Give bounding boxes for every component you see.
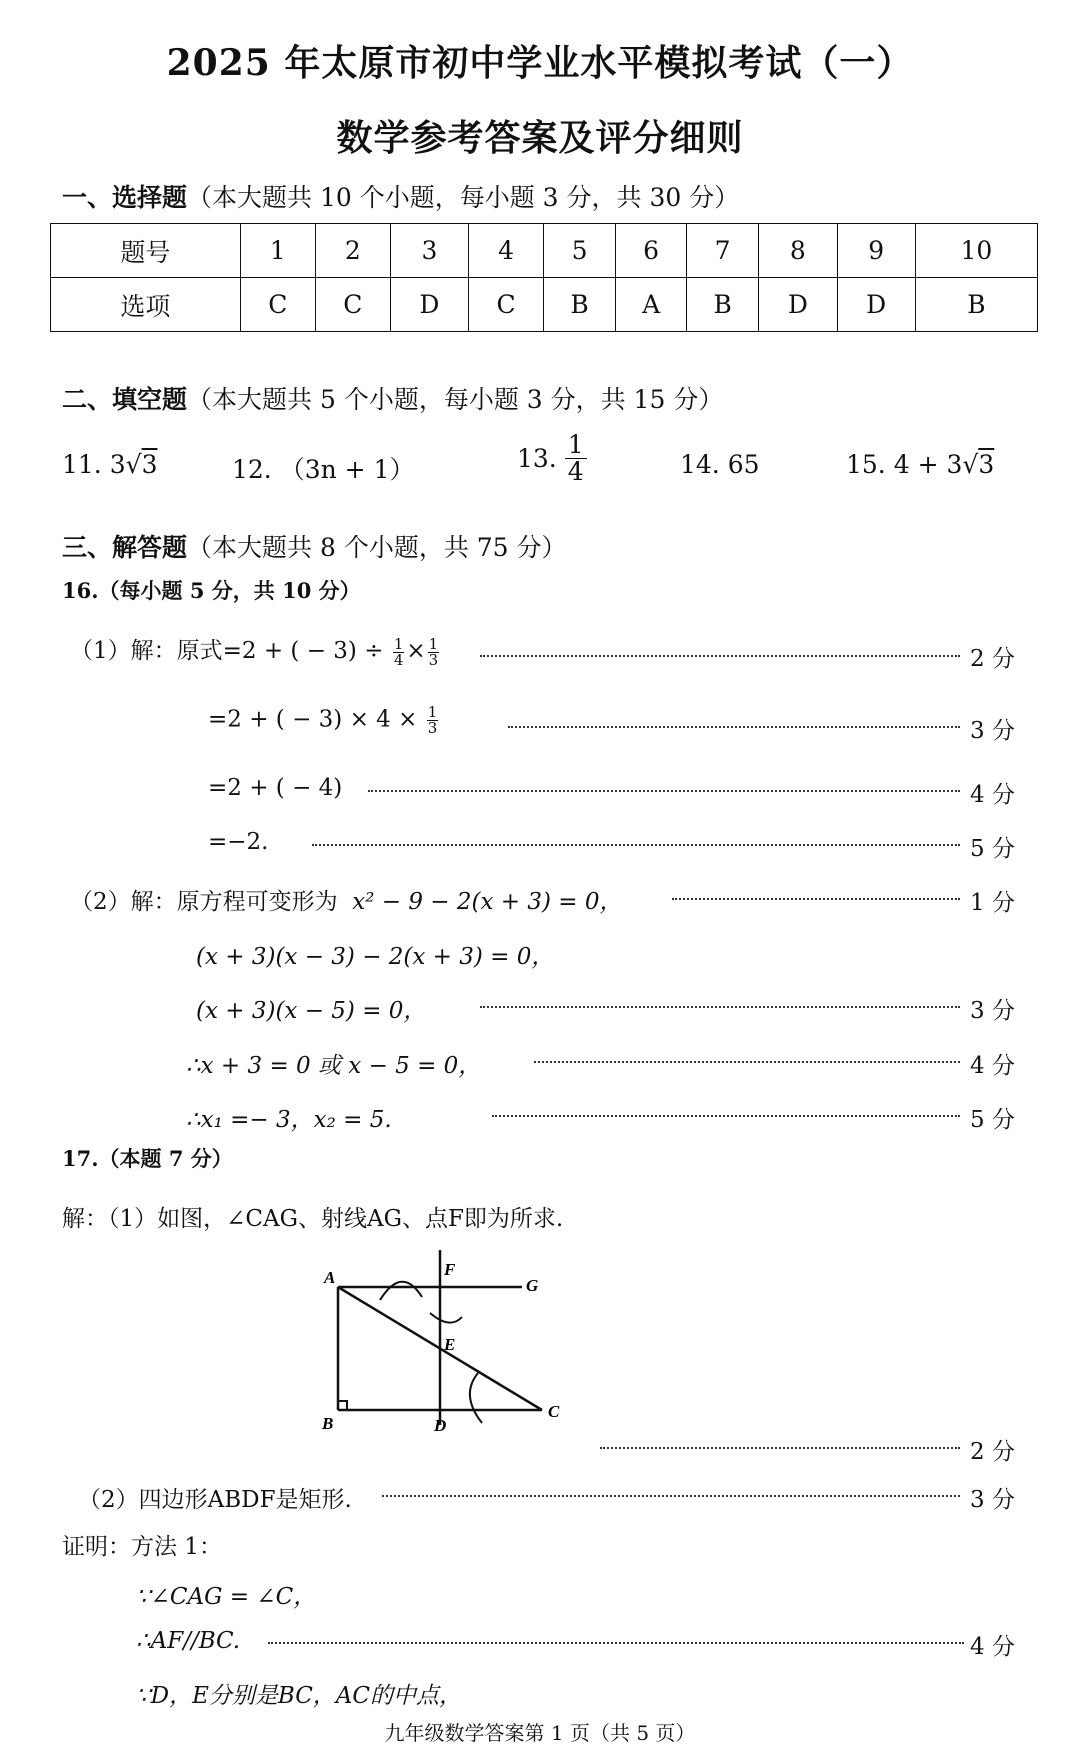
table-cell: B [544, 278, 616, 332]
table-cell: D [837, 278, 915, 332]
q16-heading: 16.（每小题 5 分，共 10 分） [62, 578, 361, 603]
table-cell: D [759, 278, 837, 332]
q16-2-line3: (x + 3)(x − 5) = 0， [196, 998, 427, 1024]
table-cell: 6 [616, 224, 687, 278]
score-label: 1 分 [970, 890, 1015, 916]
table-cell: C [469, 278, 544, 332]
score-label: 3 分 [970, 1487, 1015, 1513]
section2-heading: 二、填空题（本大题共 5 个小题，每小题 3 分，共 15 分） [62, 385, 724, 414]
section1-heading: 一、选择题（本大题共 10 个小题，每小题 3 分，共 30 分） [62, 183, 740, 212]
q16-2-line1: （2）解：原方程可变形为 x² − 9 − 2(x + 3) = 0， [70, 889, 623, 915]
table-cell: 5 [544, 224, 616, 278]
answer-14: 14. 65 [680, 450, 760, 479]
dot-leader [382, 1495, 960, 1497]
page-subtitle: 数学参考答案及评分细则 [336, 117, 744, 159]
dot-leader [312, 844, 960, 846]
dot-leader [672, 898, 960, 900]
table-cell: A [616, 278, 687, 332]
point-label-e: E [444, 1335, 456, 1354]
q16-1-line2: =2 + ( − 3) × 4 × $\frac{1}{3}$ [208, 703, 438, 737]
table-cell: 4 [469, 224, 544, 278]
section3-note: （本大题共 8 个小题，共 75 分） [187, 533, 567, 562]
table-cell: 8 [759, 224, 837, 278]
proof-line-3: ∵D，E分别是BC，AC的中点， [136, 1683, 462, 1709]
score-label: 4 分 [970, 782, 1015, 808]
table-row-questions [51, 224, 1038, 278]
answer-11: 11. 3√3 [62, 450, 158, 479]
table-cell: D [390, 278, 468, 332]
table-cell: C [240, 278, 315, 332]
section2-note: （本大题共 5 个小题，每小题 3 分，共 15 分） [187, 385, 724, 414]
table-cell: 10 [915, 224, 1037, 278]
construction-arc [430, 1313, 462, 1323]
point-label-f: F [444, 1260, 456, 1279]
construction-arc [470, 1373, 482, 1423]
proof-line-1: ∵∠CAG = ∠C， [136, 1584, 317, 1610]
construction-arc [380, 1282, 422, 1300]
dot-leader [480, 1006, 960, 1008]
q17-part1: 解：（1）如图，∠CAG、射线AG、点F即为所求. [62, 1206, 564, 1232]
table-cell: 1 [240, 224, 315, 278]
point-label-d: D [434, 1416, 447, 1435]
score-label: 5 分 [970, 1107, 1015, 1133]
q16-1-line3: =2 + ( − 4) [208, 775, 343, 801]
proof-line-2: ∴AF//BC. [136, 1628, 241, 1654]
score-label: 3 分 [970, 718, 1015, 744]
table-cell: 2 [315, 224, 390, 278]
dot-leader [480, 655, 960, 657]
point-label-b: B [322, 1414, 334, 1433]
section3-heading: 三、解答题（本大题共 8 个小题，共 75 分） [62, 533, 567, 562]
table-cell: 3 [390, 224, 468, 278]
table-cell: C [315, 278, 390, 332]
q16-1-line1: （1）解：原式=2 + ( − 3) ÷ $\frac{1}{4}$ × $\frac{1}{3}$ [70, 634, 439, 669]
q16-2-line4: ∴x + 3 = 0 或 x − 5 = 0， [186, 1053, 482, 1079]
answer-12: 12. （3n + 1） [232, 455, 415, 484]
dot-leader [492, 1115, 960, 1117]
answer-15: 15. 4 + 3√3 [846, 450, 995, 479]
table-cell: B [915, 278, 1037, 332]
q16-2-line2: (x + 3)(x − 3) − 2(x + 3) = 0， [196, 944, 555, 970]
right-angle-mark [338, 1401, 347, 1410]
proof-heading: 证明：方法 1： [62, 1534, 222, 1560]
score-label: 3 分 [970, 998, 1015, 1024]
point-label-g: G [526, 1276, 539, 1295]
page-footer: 九年级数学答案第 1 页（共 5 页） [384, 1721, 696, 1745]
table-cell: B [687, 278, 759, 332]
section1-note: （本大题共 10 个小题，每小题 3 分，共 30 分） [187, 183, 740, 212]
table-cell: 9 [837, 224, 915, 278]
score-label: 5 分 [970, 836, 1015, 862]
page-title: 2025 年太原市初中学业水平模拟考试（一） [166, 42, 914, 84]
geometry-figure [310, 1245, 570, 1435]
dot-leader [600, 1447, 960, 1449]
dot-leader [268, 1642, 964, 1644]
score-label: 2 分 [970, 1439, 1015, 1465]
q17-part2: （2）四边形ABDF是矩形. [78, 1487, 352, 1513]
table-cell: 7 [687, 224, 759, 278]
score-label: 4 分 [970, 1053, 1015, 1079]
point-label-a: A [324, 1268, 336, 1287]
dot-leader [534, 1061, 960, 1063]
dot-leader [508, 726, 960, 728]
dot-leader [368, 790, 960, 792]
point-label-c: C [548, 1402, 560, 1421]
q16-2-line5: ∴x₁ =− 3，x₂ = 5. [186, 1107, 392, 1133]
answer-13: 13. $\frac{1}{4}$ [517, 432, 587, 485]
table-row-answers [51, 278, 1038, 332]
score-label: 4 分 [970, 1634, 1015, 1660]
table-cell: 选项 [51, 278, 241, 332]
q17-heading: 17.（本题 7 分） [62, 1146, 233, 1171]
table-cell: 题号 [51, 224, 241, 278]
answer-table [50, 223, 1038, 332]
score-label: 2 分 [970, 646, 1015, 672]
q16-1-line4: =−2. [208, 829, 269, 855]
